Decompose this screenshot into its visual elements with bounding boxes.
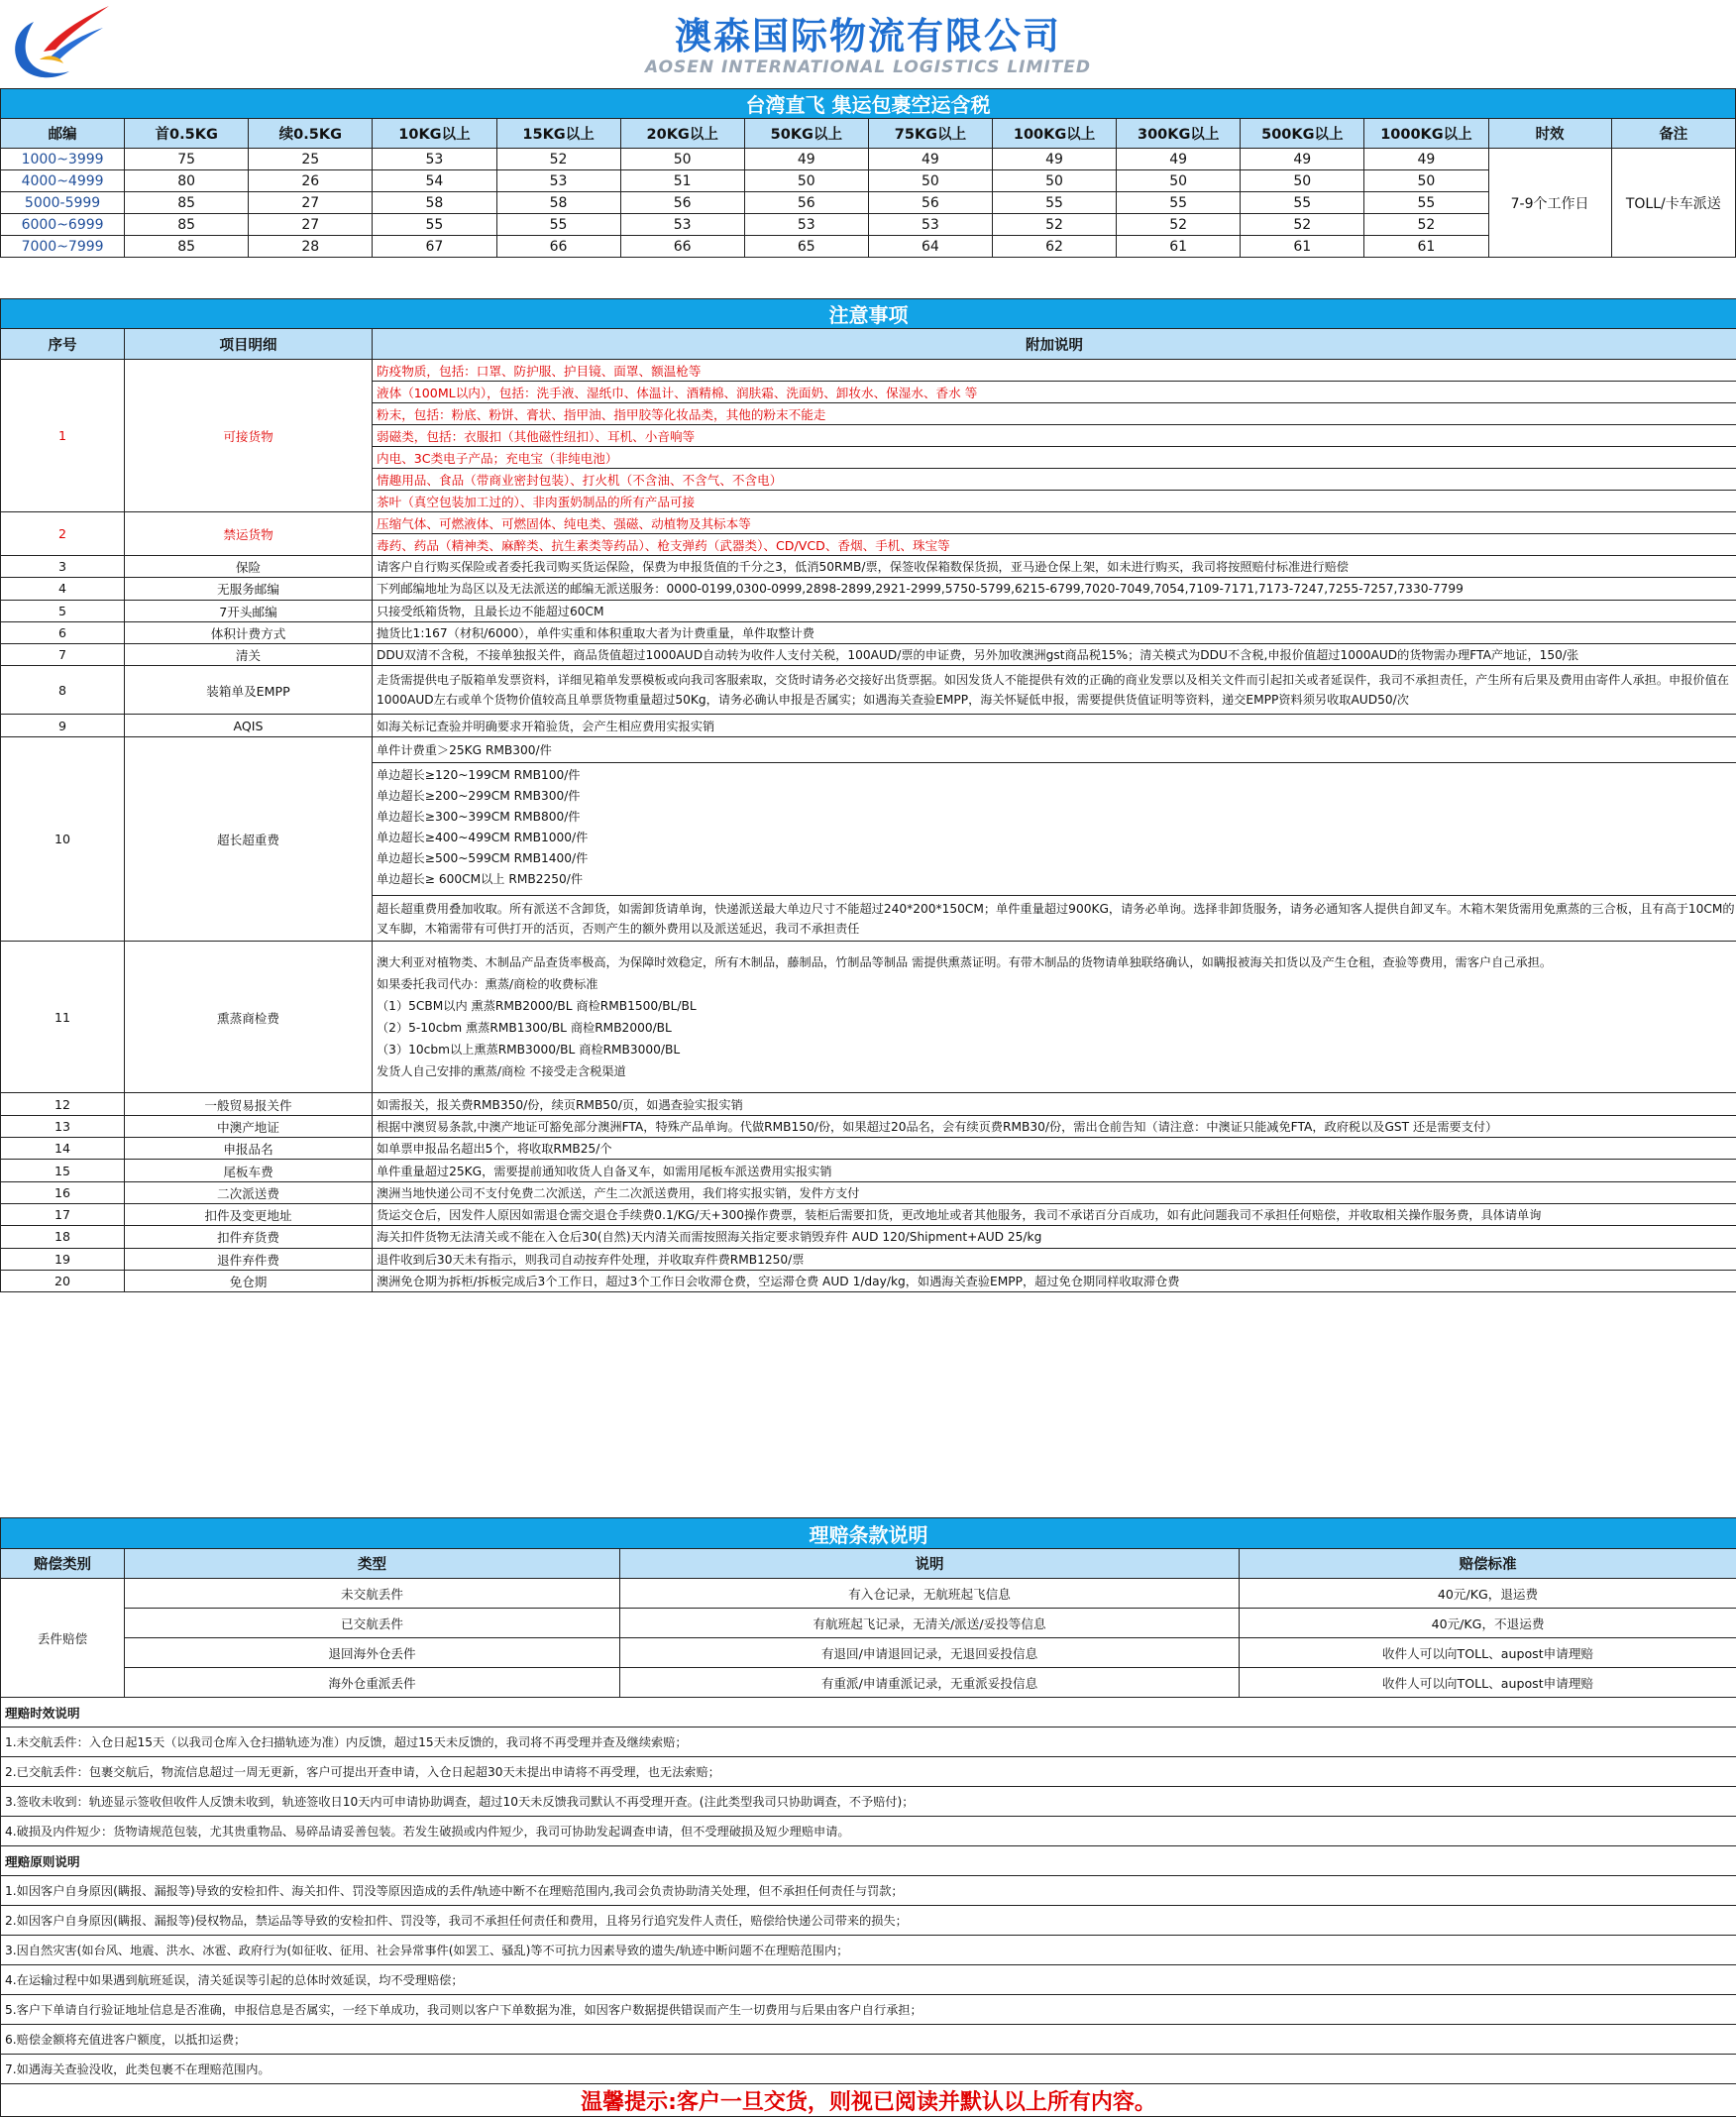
item-desc: 超长超重费用叠加收取。所有派送不含卸货，如需卸货请单询，快递派送最大单边尺寸不能超过240*200*150CM；单件重量超过900KG，请务必单询。选择非卸货服务，请务必通知客人提供自卸叉车。木箱木架货需用免熏蒸的三合板，且有高于10CM的叉车脚，木箱需带有可供打开的活页，否则产生的额外费用以及派送延迟，我司不承担责任 [373, 896, 1736, 942]
table-row [1, 1876, 1736, 1906]
table-row [1, 1160, 1736, 1181]
col-header: 序号 [1, 329, 125, 360]
rate-value: 49 [993, 149, 1117, 170]
col-header: 邮编 [1, 119, 125, 149]
rate-value: 50 [620, 149, 744, 170]
col-header: 50KG以上 [744, 119, 868, 149]
timeliness: 7-9个工作日 [1488, 149, 1611, 258]
rate-value: 55 [1364, 192, 1488, 214]
table-row [1, 1093, 1736, 1115]
rate-value: 53 [496, 170, 620, 192]
item-name: 二次派送费 [125, 1181, 373, 1203]
rate-value: 85 [125, 214, 249, 236]
table-row [1, 1668, 1736, 1698]
item-no: 20 [1, 1270, 125, 1291]
col-header: 项目明细 [125, 329, 373, 360]
claim-explanation: 有航班起飞记录，无清关/派送/妥投等信息 [620, 1609, 1240, 1638]
overweight-fee: 单件计费重＞25KG RMB300/件 [373, 737, 1736, 763]
overlength-line: 单边超长≥200~299CM RMB300/件 [377, 786, 1736, 807]
item-no: 1 [1, 360, 125, 512]
item-name: 免仓期 [125, 1270, 373, 1291]
page-header [0, 0, 1736, 87]
item-no: 3 [1, 556, 125, 578]
rate-value: 56 [868, 192, 992, 214]
item-name: 扣件及变更地址 [125, 1203, 373, 1225]
item-desc: 退件收到后30天未有指示，则我司自动按弃件处理，并收取弃件费RMB1250/票 [373, 1248, 1736, 1270]
claim-category: 丢件赔偿 [1, 1579, 125, 1698]
allowed-item: 粉末，包括：粉底、粉饼、膏状、指甲油、指甲胶等化妆品类，其他的粉末不能走 [373, 403, 1736, 425]
overlength-fees [373, 763, 1736, 896]
company-name-en: AOSEN INTERNATIONAL LOGISTICS LIMITED [0, 57, 1736, 77]
item-desc: 如需报关，报关费RMB350/份，续页RMB50/页，如遇查验实报实销 [373, 1093, 1736, 1115]
table-row [1, 2025, 1736, 2055]
item-desc: 只接受纸箱货物，且最长边不能超过60CM [373, 600, 1736, 621]
fumigation-line: （1）5CBM以内 熏蒸RMB2000/BL 商检RMB1500/BL/BL [377, 995, 1736, 1017]
item-no: 19 [1, 1248, 125, 1270]
table-row [1, 1965, 1736, 1995]
principle-rule: 2.如因客户自身原因(瞒报、漏报等)侵权物品，禁运品等导致的安检扣件、罚没等，我司不承担任何责任和费用，且将另行追究发件人责任，赔偿给快递公司带来的损失； [1, 1906, 1736, 1936]
rate-value: 28 [249, 236, 373, 258]
rate-value: 52 [1241, 214, 1364, 236]
item-desc: 澳洲免仓期为拆柜/拆板完成后3个工作日，超过3个工作日会收滞仓费，空运滞仓费 AUD 1/day/kg，如遇海关查验EMPP，超过免仓期同样收取滞仓费 [373, 1270, 1736, 1291]
col-header: 时效 [1488, 119, 1611, 149]
table-row [1, 578, 1736, 600]
item-name: 禁运货物 [125, 512, 373, 556]
rate-value: 49 [1117, 149, 1241, 170]
rate-value: 54 [373, 170, 496, 192]
claim-standard: 40元/KG，不退运费 [1240, 1609, 1736, 1638]
item-desc: 货运交仓后，因发件人原因如需退仓需交退仓手续费0.1/KG/天+300操作费票，装柜后需要扣货，更改地址或者其他服务，我司不承诺百分百成功，如有此问题我司不承担任何赔偿，并收取相关操作服务费，具体请单询 [373, 1203, 1736, 1225]
item-name: 超长超重费 [125, 737, 373, 942]
table-row [1, 1115, 1736, 1137]
item-desc: 走货需提供电子版箱单发票资料，详细见箱单发票模板或向我司客服索取，交货时请务必交接好出货票据。如因发货人不能提供有效的正确的商业发票以及相关文件而引起扣关或者延误件，我司不承担责任，产生所有后果及费用由寄件人承担。申报价值在1000AUD左右或单个货物价值较高且单票货物重量超过50Kg，请务必确认申报是否属实；如遇海关查验EMPP，海关怀疑低申报，需要提供货值证明等资料，递交EMPP资料须另收取AUD50/次 [373, 666, 1736, 715]
principle-rule: 4.在运输过程中如果遇到航班延误，清关延误等引起的总体时效延误，均不受理赔偿； [1, 1965, 1736, 1995]
table-row [1, 1846, 1736, 1876]
claims-title: 理赔条款说明 [1, 1518, 1736, 1549]
allowed-item: 内电、3C类电子产品；充电宝（非纯电池） [373, 447, 1736, 469]
overlength-line: 单边超长≥ 600CM以上 RMB2250/件 [377, 869, 1736, 890]
table-row [1, 600, 1736, 621]
rate-value: 61 [1117, 236, 1241, 258]
col-header: 100KG以上 [993, 119, 1117, 149]
item-name: 体积计费方式 [125, 621, 373, 643]
table-row [1, 1817, 1736, 1846]
rate-value: 50 [1117, 170, 1241, 192]
table-row [1, 512, 1736, 534]
rate-value: 50 [868, 170, 992, 192]
item-no: 7 [1, 644, 125, 666]
table-row [1, 942, 1736, 1093]
item-name: 中澳产地证 [125, 1115, 373, 1137]
rate-value: 75 [125, 149, 249, 170]
col-header: 1000KG以上 [1364, 119, 1488, 149]
col-header: 75KG以上 [868, 119, 992, 149]
claims-table [0, 1517, 1736, 2117]
rate-value: 25 [249, 149, 373, 170]
col-header: 续0.5KG [249, 119, 373, 149]
item-no: 15 [1, 1160, 125, 1181]
item-no: 8 [1, 666, 125, 715]
item-desc: 单件重量超过25KG，需要提前通知收货人自备叉车，如需用尾板车派送费用实报实销 [373, 1160, 1736, 1181]
rate-value: 55 [373, 214, 496, 236]
fumigation-desc [373, 942, 1736, 1093]
col-header: 赔偿标准 [1240, 1549, 1736, 1579]
overlength-line: 单边超长≥400~499CM RMB1000/件 [377, 828, 1736, 848]
table-row [1, 1757, 1736, 1787]
zip-range: 7000~7999 [1, 236, 125, 258]
table-row [1, 556, 1736, 578]
claim-standard: 40元/KG，退运费 [1240, 1579, 1736, 1609]
table-row [1, 1203, 1736, 1225]
claim-type: 已交航丢件 [125, 1609, 620, 1638]
item-name: 尾板车费 [125, 1160, 373, 1181]
rate-value: 26 [249, 170, 373, 192]
item-no: 4 [1, 578, 125, 600]
table-row [1, 2084, 1736, 2117]
rate-table-title: 台湾直飞 集运包裹空运含税 [1, 89, 1736, 119]
claim-standard: 收件人可以向TOLL、aupost申请理赔 [1240, 1668, 1736, 1698]
table-row [1, 1181, 1736, 1203]
rate-value: 50 [1241, 170, 1364, 192]
overlength-line: 单边超长≥120~199CM RMB100/件 [377, 765, 1736, 786]
item-desc: DDU双清不含税，不接单独报关件，商品货值超过1000AUD自动转为收件人支付关税，100AUD/票的申证费，另外加收澳洲gst商品税15%；清关模式为DDU不含税,申报价值超过1000AUD的货物需办理FTA产地证，150/张 [373, 644, 1736, 666]
notes-table [0, 298, 1736, 1292]
item-name: AQIS [125, 715, 373, 737]
table-row [1, 1248, 1736, 1270]
rate-value: 27 [249, 192, 373, 214]
item-name: 清关 [125, 644, 373, 666]
rate-value: 50 [1364, 170, 1488, 192]
table-row [1, 1579, 1736, 1609]
zip-range: 1000~3999 [1, 149, 125, 170]
rate-value: 52 [1117, 214, 1241, 236]
claim-type: 未交航丢件 [125, 1579, 620, 1609]
allowed-item: 液体（100ML以内），包括：洗手液、湿纸巾、体温计、酒精棉、润肤霜、洗面奶、卸妆水、保湿水、香水 等 [373, 382, 1736, 403]
col-header: 首0.5KG [125, 119, 249, 149]
table-row [1, 1727, 1736, 1757]
item-desc: 如海关标记查验并明确要求开箱验货，会产生相应费用实报实销 [373, 715, 1736, 737]
item-name: 一般贸易报关件 [125, 1093, 373, 1115]
timing-rule: 2.已交航丢件：包裹交航后，物流信息超过一周无更新，客户可提出开查申请，入仓日起超30天未提出申请将不再受理，也无法索赔； [1, 1757, 1736, 1787]
rate-value: 55 [496, 214, 620, 236]
item-no: 10 [1, 737, 125, 942]
col-header: 说明 [620, 1549, 1240, 1579]
rate-value: 65 [744, 236, 868, 258]
table-row [1, 360, 1736, 382]
rate-value: 27 [249, 214, 373, 236]
item-name: 退件弃件费 [125, 1248, 373, 1270]
claim-explanation: 有退回/申请退回记录，无退回妥投信息 [620, 1638, 1240, 1668]
rate-value: 64 [868, 236, 992, 258]
principle-rule: 3.因自然灾害(如台风、地震、洪水、冰雹、政府行为(如征收、征用、社会异常事件(如罢工、骚乱)等不可抗力因素导致的遗失/轨迹中断问题不在理赔范围内； [1, 1936, 1736, 1965]
table-row [1, 1609, 1736, 1638]
item-desc: 抛货比1:167（材积/6000），单件实重和体积重取大者为计费重量，单件取整计费 [373, 621, 1736, 643]
col-header: 类型 [125, 1549, 620, 1579]
rate-value: 61 [1241, 236, 1364, 258]
item-desc: 下列邮编地址为岛区以及无法派送的邮编无派送服务：0000-0199,0300-0999,2898-2899,2921-2999,5750-5799,6215-6799,7020-7049,7054,7109-7171,7173-7247,7255-7257,7330-7799 [373, 578, 1736, 600]
rate-value: 52 [993, 214, 1117, 236]
table-row [1, 170, 1736, 192]
rate-value: 55 [1117, 192, 1241, 214]
table-row [1, 1906, 1736, 1936]
timing-rule: 4.破损及内件短少：货物请规范包装，尤其贵重物品、易碎品请妥善包装。若发生破损或内件短少，我司可协助发起调查申请，但不受理破损及短少理赔申请。 [1, 1817, 1736, 1846]
item-name: 可接货物 [125, 360, 373, 512]
item-name: 申报品名 [125, 1138, 373, 1160]
claim-explanation: 有入仓记录，无航班起飞信息 [620, 1579, 1240, 1609]
rate-value: 52 [496, 149, 620, 170]
item-desc: 澳洲当地快递公司不支付免费二次派送，产生二次派送费用，我们将实报实销，发件方支付 [373, 1181, 1736, 1203]
claim-type: 退回海外仓丢件 [125, 1638, 620, 1668]
table-row [1, 214, 1736, 236]
rate-value: 61 [1364, 236, 1488, 258]
item-no: 14 [1, 1138, 125, 1160]
rate-value: 66 [620, 236, 744, 258]
fumigation-line: （3）10cbm以上熏蒸RMB3000/BL 商检RMB3000/BL [377, 1039, 1736, 1060]
rate-value: 50 [993, 170, 1117, 192]
rate-value: 49 [1364, 149, 1488, 170]
prohibited-item: 压缩气体、可燃液体、可燃固体、纯电类、强磁、动植物及其标本等 [373, 512, 1736, 534]
table-row [1, 621, 1736, 643]
rate-value: 53 [744, 214, 868, 236]
rate-value: 53 [373, 149, 496, 170]
rate-value: 58 [373, 192, 496, 214]
col-header: 300KG以上 [1117, 119, 1241, 149]
allowed-item: 茶叶（真空包装加工过的）、非肉蛋奶制品的所有产品可接 [373, 491, 1736, 512]
principle-rule: 5.客户下单请自行验证地址信息是否准确，申报信息是否属实，一经下单成功，我司则以客户下单数据为准，如因客户数据提供错误而产生一切费用与后果由客户自行承担； [1, 1995, 1736, 2025]
rate-value: 62 [993, 236, 1117, 258]
claim-standard: 收件人可以向TOLL、aupost申请理赔 [1240, 1638, 1736, 1668]
notes-title: 注意事项 [1, 299, 1736, 329]
item-no: 6 [1, 621, 125, 643]
zip-range: 5000-5999 [1, 192, 125, 214]
rate-table [0, 88, 1736, 258]
item-no: 18 [1, 1226, 125, 1248]
rate-value: 55 [1241, 192, 1364, 214]
table-row [1, 1270, 1736, 1291]
principle-rule: 6.赔偿金额将充值进客户额度，以抵扣运费； [1, 2025, 1736, 2055]
rate-value: 80 [125, 170, 249, 192]
rate-value: 56 [744, 192, 868, 214]
item-no: 13 [1, 1115, 125, 1137]
timing-title: 理赔时效说明 [1, 1698, 1736, 1727]
fumigation-line: 澳大利亚对植物类、木制品产品查货率极高，为保障时效稳定，所有木制品，藤制品，竹制品等制品 需提供熏蒸证明。有带木制品的货物请单独联络确认，如瞒报被海关扣货以及产生仓租，查验等费用，需客户自己承担。 [377, 951, 1736, 973]
table-row [1, 1698, 1736, 1727]
zip-range: 4000~4999 [1, 170, 125, 192]
table-row [1, 1138, 1736, 1160]
fumigation-line: （2）5-10cbm 熏蒸RMB1300/BL 商检RMB2000/BL [377, 1017, 1736, 1039]
col-header: 500KG以上 [1241, 119, 1364, 149]
claim-explanation: 有重派/申请重派记录，无重派妥投信息 [620, 1668, 1240, 1698]
rate-value: 85 [125, 192, 249, 214]
principle-rule: 7.如遇海关查验没收，此类包裹不在理赔范围内。 [1, 2055, 1736, 2084]
rate-value: 66 [496, 236, 620, 258]
table-row [1, 737, 1736, 763]
item-desc: 如单票申报品名超出5个，将收取RMB25/个 [373, 1138, 1736, 1160]
table-row [1, 2055, 1736, 2084]
item-name: 7开头邮编 [125, 600, 373, 621]
col-header: 备注 [1611, 119, 1735, 149]
table-row [1, 1787, 1736, 1817]
rate-value: 53 [620, 214, 744, 236]
table-row [1, 715, 1736, 737]
item-name: 装箱单及EMPP [125, 666, 373, 715]
company-name-cn: 澳森国际物流有限公司 [0, 16, 1736, 57]
item-no: 11 [1, 942, 125, 1093]
allowed-item: 情趣用品、食品（带商业密封包装）、打火机（不含油、不含气、不含电） [373, 469, 1736, 491]
item-no: 5 [1, 600, 125, 621]
item-name: 熏蒸商检费 [125, 942, 373, 1093]
item-desc: 根据中澳贸易条款,中澳产地证可豁免部分澳洲FTA，特殊产品单询。代做RMB150/份，如果超过20品名，会有续页费RMB30/份，需出仓前告知（请注意：中澳证只能减免FTA，政府税以及GST 还是需要支付） [373, 1115, 1736, 1137]
col-header: 赔偿类别 [1, 1549, 125, 1579]
table-row [1, 1638, 1736, 1668]
claim-type: 海外仓重派丢件 [125, 1668, 620, 1698]
rate-value: 67 [373, 236, 496, 258]
allowed-item: 防疫物质，包括：口罩、防护服、护目镜、面罩、额温枪等 [373, 360, 1736, 382]
reminder-text: 温馨提示:客户一旦交货，则视已阅读并默认以上所有内容。 [1, 2084, 1736, 2117]
table-row [1, 236, 1736, 258]
allowed-item: 弱磁类，包括：衣服扣（其他磁性纽扣）、耳机、小音响等 [373, 425, 1736, 447]
table-row [1, 1936, 1736, 1965]
table-row [1, 666, 1736, 715]
item-no: 12 [1, 1093, 125, 1115]
item-desc: 请客户自行购买保险或者委托我司购买货运保险，保费为申报货值的千分之3，低消50RMB/票，保签收保箱数保货损，亚马逊仓保上架，如未进行购买，我司将按照赔付标准进行赔偿 [373, 556, 1736, 578]
item-no: 2 [1, 512, 125, 556]
delivery-remark: TOLL/卡车派送 [1611, 149, 1735, 258]
table-row [1, 149, 1736, 170]
col-header: 20KG以上 [620, 119, 744, 149]
item-no: 16 [1, 1181, 125, 1203]
overlength-line: 单边超长≥300~399CM RMB800/件 [377, 807, 1736, 828]
fumigation-line: 如果委托我司代办：熏蒸/商检的收费标准 [377, 973, 1736, 995]
rate-value: 51 [620, 170, 744, 192]
item-desc: 海关扣件货物无法清关或不能在入仓后30(自然)天内清关而需按照海关指定要求销毁弃件 AUD 120/Shipment+AUD 25/kg [373, 1226, 1736, 1248]
item-no: 17 [1, 1203, 125, 1225]
zip-range: 6000~6999 [1, 214, 125, 236]
table-row [1, 1995, 1736, 2025]
rate-value: 49 [868, 149, 992, 170]
table-row [1, 192, 1736, 214]
item-name: 无服务邮编 [125, 578, 373, 600]
rate-value: 53 [868, 214, 992, 236]
rate-value: 50 [744, 170, 868, 192]
col-header: 10KG以上 [373, 119, 496, 149]
item-no: 9 [1, 715, 125, 737]
rate-value: 49 [744, 149, 868, 170]
rate-value: 52 [1364, 214, 1488, 236]
item-name: 保险 [125, 556, 373, 578]
table-row [1, 1226, 1736, 1248]
rate-value: 58 [496, 192, 620, 214]
rate-value: 55 [993, 192, 1117, 214]
principle-title: 理赔原则说明 [1, 1846, 1736, 1876]
col-header: 15KG以上 [496, 119, 620, 149]
principle-rule: 1.如因客户自身原因(瞒报、漏报等)导致的安检扣件、海关扣件、罚没等原因造成的丢件/轨迹中断不在理赔范围内,我司会负责协助清关处理，但不承担任何责任与罚款； [1, 1876, 1736, 1906]
col-header: 附加说明 [373, 329, 1736, 360]
timing-rule: 1.未交航丢件：入仓日起15天（以我司仓库入仓扫描轨迹为准）内反馈，超过15天未反馈的，我司将不再受理并查及继续索赔； [1, 1727, 1736, 1757]
table-row [1, 644, 1736, 666]
timing-rule: 3.签收未收到：轨迹显示签收但收件人反馈未收到，轨迹签收日10天内可申请协助调查，超过10天未反馈我司默认不再受理开查。(注此类型我司只协助调查，不予赔付)； [1, 1787, 1736, 1817]
rate-value: 49 [1241, 149, 1364, 170]
fumigation-line: 发货人自己安排的熏蒸/商检 不接受走含税渠道 [377, 1060, 1736, 1082]
overlength-line: 单边超长≥500~599CM RMB1400/件 [377, 848, 1736, 869]
prohibited-item: 毒药、药品（精神类、麻醉类、抗生素类等药品）、枪支弹药（武器类）、CD/VCD、香烟、手机、珠宝等 [373, 534, 1736, 556]
item-name: 扣件弃货费 [125, 1226, 373, 1248]
rate-value: 56 [620, 192, 744, 214]
rate-value: 85 [125, 236, 249, 258]
